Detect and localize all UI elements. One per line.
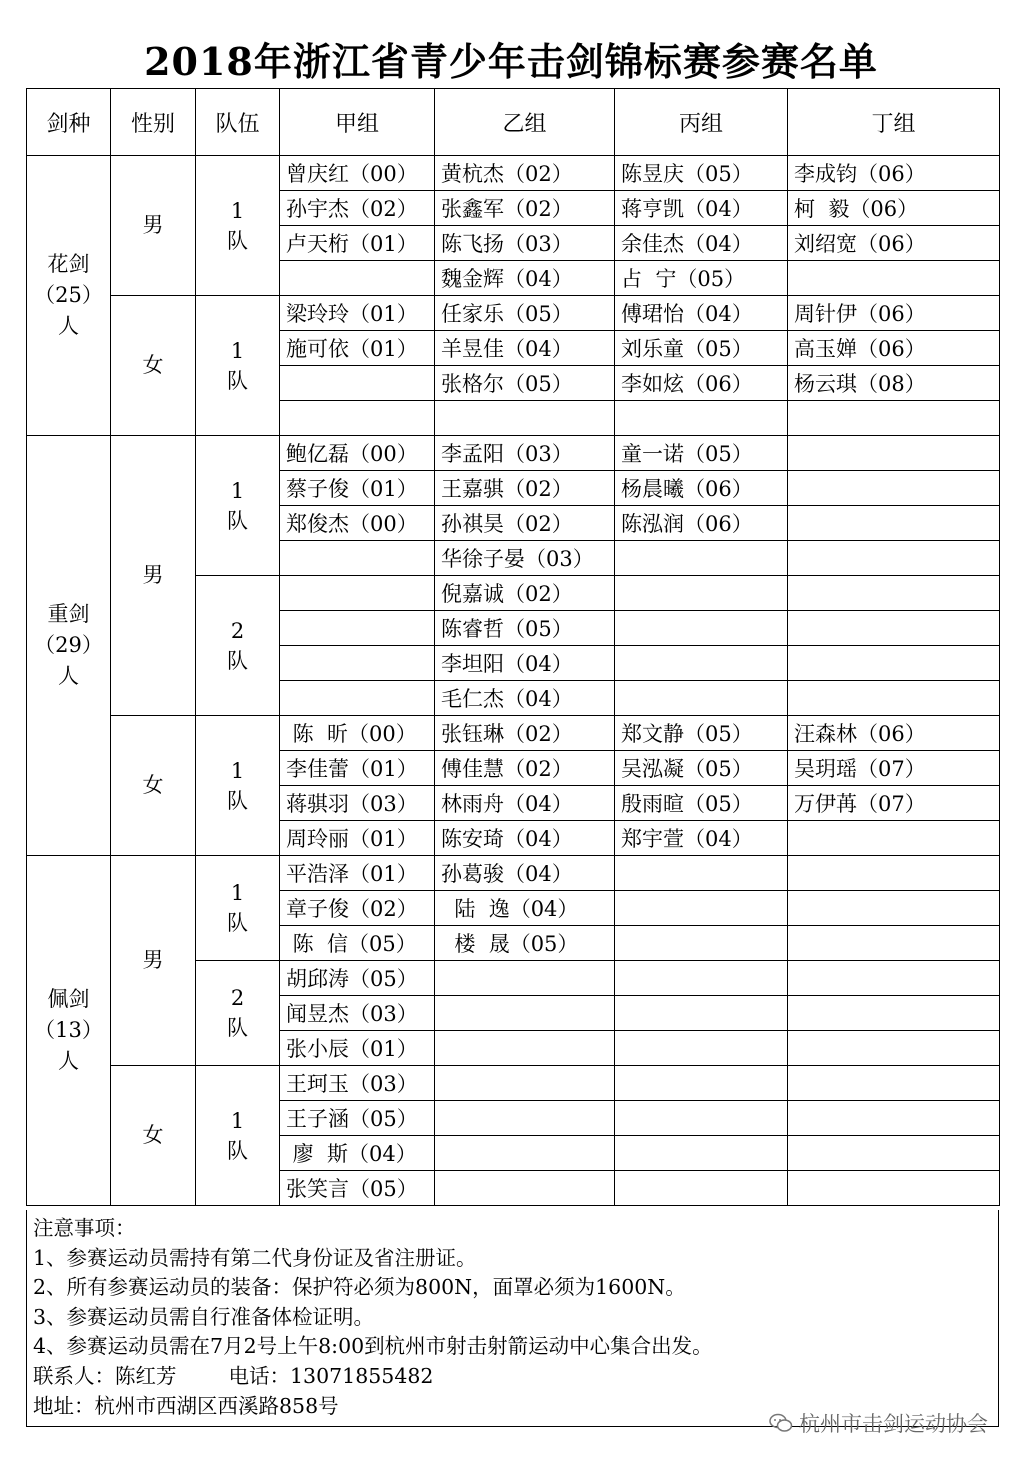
athlete-cell: 胡邱涛（05）	[280, 961, 435, 996]
athlete-cell	[788, 506, 1000, 541]
athlete-cell	[615, 1066, 788, 1101]
weapon-name: 佩剑	[47, 987, 90, 1011]
team-suffix: 队	[227, 788, 248, 813]
weapon-cell	[27, 156, 111, 436]
athlete-cell: 林雨舟（04）	[435, 786, 615, 821]
athlete-cell: 张笑言（05）	[280, 1171, 435, 1206]
team-suffix: 队	[227, 508, 248, 533]
athlete-cell: 陈昱庆（05）	[615, 156, 788, 191]
table-row	[27, 296, 1000, 331]
athlete-cell: 施可依（01）	[280, 331, 435, 366]
notes-heading: 注意事项：	[33, 1216, 136, 1240]
column-header: 剑种	[27, 89, 111, 156]
athlete-cell: 周针伊（06）	[788, 296, 1000, 331]
athlete-cell: 李佳蕾（01）	[280, 751, 435, 786]
team-number: 1	[230, 758, 245, 783]
weapon-unit: 人	[58, 664, 79, 688]
athlete-cell	[788, 1136, 1000, 1171]
athlete-cell	[788, 471, 1000, 506]
column-header: 丙组	[615, 89, 788, 156]
table-row	[27, 856, 1000, 891]
athlete-cell	[615, 401, 788, 436]
athlete-cell	[615, 1031, 788, 1066]
athlete-cell: 蒋亨凯（04）	[615, 191, 788, 226]
gender-cell: 男	[111, 436, 196, 716]
athlete-cell	[788, 926, 1000, 961]
athlete-cell: 郑俊杰（00）	[280, 506, 435, 541]
phone-number: 13071855482	[290, 1363, 434, 1388]
athlete-cell: 华徐子晏（03）	[435, 541, 615, 576]
athlete-cell: 高玉婵（06）	[788, 331, 1000, 366]
athlete-cell: 傅珺怡（04）	[615, 296, 788, 331]
notes-section	[26, 1210, 999, 1427]
table-row	[27, 156, 1000, 191]
team-cell	[196, 576, 280, 716]
gender-cell: 女	[111, 716, 196, 856]
team-number: 1	[230, 338, 245, 363]
athlete-cell	[615, 646, 788, 681]
athlete-cell	[435, 1171, 615, 1206]
wechat-icon	[769, 1413, 793, 1433]
column-header: 性别	[111, 89, 196, 156]
team-number: 1	[230, 478, 245, 503]
athlete-cell: 陈安琦（04）	[435, 821, 615, 856]
athlete-cell	[788, 1066, 1000, 1101]
gender-cell: 男	[111, 156, 196, 296]
athlete-cell: 羊昱佳（04）	[435, 331, 615, 366]
athlete-cell	[435, 961, 615, 996]
athlete-cell	[280, 646, 435, 681]
athlete-cell: 陆 逸（04）	[435, 891, 615, 926]
athlete-cell	[788, 996, 1000, 1031]
athlete-cell: 余佳杰（04）	[615, 226, 788, 261]
athlete-cell: 任家乐（05）	[435, 296, 615, 331]
team-cell	[196, 156, 280, 296]
athlete-cell: 刘绍宽（06）	[788, 226, 1000, 261]
team-cell	[196, 716, 280, 856]
athlete-cell	[615, 611, 788, 646]
team-suffix: 队	[227, 911, 248, 935]
gender-cell: 男	[111, 856, 196, 1066]
athlete-cell: 童一诺（05）	[615, 436, 788, 471]
team-number: 2	[230, 618, 245, 643]
athlete-cell	[788, 261, 1000, 296]
weapon-count: （29）	[34, 633, 103, 657]
athlete-cell	[788, 821, 1000, 856]
athlete-cell: 陈 昕（00）	[280, 716, 435, 751]
team-cell	[196, 436, 280, 576]
athlete-cell	[280, 541, 435, 576]
athlete-cell: 占 宁（05）	[615, 261, 788, 296]
athlete-cell: 万伊苒（07）	[788, 786, 1000, 821]
athlete-cell: 汪森林（06）	[788, 716, 1000, 751]
athlete-cell	[788, 541, 1000, 576]
weapon-cell	[27, 856, 111, 1206]
contact-name: 陈红芳	[115, 1363, 177, 1388]
weapon-unit: 人	[58, 1049, 79, 1073]
athlete-cell: 陈泓润（06）	[615, 506, 788, 541]
team-cell	[196, 961, 280, 1066]
team-number: 1	[230, 881, 245, 905]
athlete-cell: 闻昱杰（03）	[280, 996, 435, 1031]
note-item: 4、参赛运动员需在7月2号上午8:00到杭州市射击射箭运动中心集合出发。	[33, 1334, 713, 1359]
athlete-cell: 廖 斯（04）	[280, 1136, 435, 1171]
athlete-cell: 王子涵（05）	[280, 1101, 435, 1136]
contact-label: 联系人：	[33, 1363, 115, 1388]
athlete-cell	[615, 1101, 788, 1136]
table-row	[27, 436, 1000, 471]
athlete-cell: 章子俊（02）	[280, 891, 435, 926]
header-row	[27, 89, 1000, 156]
athlete-cell	[788, 1101, 1000, 1136]
note-item: 3、参赛运动员需自行准备体检证明。	[33, 1304, 375, 1329]
address-value: 杭州市西湖区西溪路858号	[94, 1393, 339, 1418]
athlete-cell	[615, 541, 788, 576]
page-title: 2018年浙江省青少年击剑锦标赛参赛名单	[144, 39, 878, 84]
athlete-cell	[615, 576, 788, 611]
roster-table	[26, 88, 1000, 1206]
athlete-cell	[788, 1171, 1000, 1206]
team-suffix: 队	[227, 228, 248, 253]
athlete-cell: 张格尔（05）	[435, 366, 615, 401]
athlete-cell	[280, 611, 435, 646]
column-header: 甲组	[280, 89, 435, 156]
athlete-cell: 鲍亿磊（00）	[280, 436, 435, 471]
athlete-cell	[788, 681, 1000, 716]
watermark-text: 杭州市击剑运动协会	[799, 1412, 988, 1436]
athlete-cell: 蔡子俊（01）	[280, 471, 435, 506]
athlete-cell	[615, 1171, 788, 1206]
athlete-cell: 杨云琪（08）	[788, 366, 1000, 401]
team-suffix: 队	[227, 1138, 248, 1163]
athlete-cell	[788, 611, 1000, 646]
athlete-cell	[280, 681, 435, 716]
athlete-cell	[615, 996, 788, 1031]
athlete-cell	[788, 1031, 1000, 1066]
team-number: 2	[230, 986, 245, 1010]
note-item: 2、所有参赛运动员的装备：保护符必须为800N，面罩必须为1600N。	[33, 1275, 686, 1300]
weapon-unit: 人	[58, 314, 79, 338]
weapon-name: 重剑	[47, 602, 90, 626]
athlete-cell: 吴玥瑶（07）	[788, 751, 1000, 786]
team-cell	[196, 856, 280, 961]
athlete-cell: 李成钧（06）	[788, 156, 1000, 191]
athlete-cell: 张鑫军（02）	[435, 191, 615, 226]
athlete-cell	[788, 891, 1000, 926]
athlete-cell	[280, 401, 435, 436]
athlete-cell: 孙葛骏（04）	[435, 856, 615, 891]
weapon-name: 花剑	[47, 252, 90, 276]
athlete-cell	[615, 1136, 788, 1171]
athlete-cell: 倪嘉诚（02）	[435, 576, 615, 611]
athlete-cell	[788, 576, 1000, 611]
athlete-cell	[435, 1066, 615, 1101]
athlete-cell: 陈 信（05）	[280, 926, 435, 961]
team-number: 1	[230, 1108, 245, 1133]
athlete-cell	[435, 1136, 615, 1171]
athlete-cell: 梁玲玲（01）	[280, 296, 435, 331]
column-header: 队伍	[196, 89, 280, 156]
athlete-cell	[435, 1101, 615, 1136]
athlete-cell: 刘乐童（05）	[615, 331, 788, 366]
athlete-cell	[788, 436, 1000, 471]
athlete-cell: 殷雨暄（05）	[615, 786, 788, 821]
athlete-cell: 蒋骐羽（03）	[280, 786, 435, 821]
team-suffix: 队	[227, 368, 248, 393]
athlete-cell: 张钰琳（02）	[435, 716, 615, 751]
athlete-cell: 曾庆红（00）	[280, 156, 435, 191]
athlete-cell: 郑宇萱（04）	[615, 821, 788, 856]
athlete-cell: 柯 毅（06）	[788, 191, 1000, 226]
athlete-cell: 李如炫（06）	[615, 366, 788, 401]
athlete-cell: 陈睿哲（05）	[435, 611, 615, 646]
athlete-cell: 毛仁杰（04）	[435, 681, 615, 716]
athlete-cell	[788, 646, 1000, 681]
athlete-cell: 卢天桁（01）	[280, 226, 435, 261]
athlete-cell: 孙祺昊（02）	[435, 506, 615, 541]
team-suffix: 队	[227, 1016, 248, 1040]
athlete-cell: 黄杭杰（02）	[435, 156, 615, 191]
athlete-cell: 王珂玉（03）	[280, 1066, 435, 1101]
team-cell	[196, 296, 280, 436]
athlete-cell: 李孟阳（03）	[435, 436, 615, 471]
athlete-cell	[788, 856, 1000, 891]
athlete-cell	[435, 996, 615, 1031]
athlete-cell: 孙宇杰（02）	[280, 191, 435, 226]
athlete-cell: 杨晨曦（06）	[615, 471, 788, 506]
athlete-cell	[280, 261, 435, 296]
table-row	[27, 716, 1000, 751]
team-suffix: 队	[227, 648, 248, 673]
gender-cell: 女	[111, 1066, 196, 1206]
weapon-count: （13）	[34, 1018, 103, 1042]
phone-label: 电话：	[228, 1363, 290, 1388]
athlete-cell: 陈飞扬（03）	[435, 226, 615, 261]
team-number: 1	[230, 198, 245, 223]
athlete-cell: 楼 晟（05）	[435, 926, 615, 961]
athlete-cell	[788, 961, 1000, 996]
athlete-cell: 周玲丽（01）	[280, 821, 435, 856]
athlete-cell	[788, 401, 1000, 436]
athlete-cell: 王嘉骐（02）	[435, 471, 615, 506]
athlete-cell: 魏金辉（04）	[435, 261, 615, 296]
column-header: 丁组	[788, 89, 1000, 156]
watermark	[769, 1408, 988, 1438]
address-label: 地址：	[33, 1393, 95, 1418]
athlete-cell	[615, 926, 788, 961]
athlete-cell	[615, 681, 788, 716]
athlete-cell	[280, 366, 435, 401]
athlete-cell	[435, 1031, 615, 1066]
athlete-cell: 吴泓凝（05）	[615, 751, 788, 786]
athlete-cell: 张小辰（01）	[280, 1031, 435, 1066]
athlete-cell: 郑文静（05）	[615, 716, 788, 751]
athlete-cell	[615, 856, 788, 891]
contact-line	[33, 1362, 998, 1392]
athlete-cell: 傅佳慧（02）	[435, 751, 615, 786]
note-item: 1、参赛运动员需持有第二代身份证及省注册证。	[33, 1245, 477, 1270]
athlete-cell	[615, 891, 788, 926]
athlete-cell	[615, 961, 788, 996]
athlete-cell	[435, 401, 615, 436]
athlete-cell	[280, 576, 435, 611]
team-cell	[196, 1066, 280, 1206]
gender-cell: 女	[111, 296, 196, 436]
table-row	[27, 1066, 1000, 1101]
column-header: 乙组	[435, 89, 615, 156]
weapon-count: （25）	[34, 283, 103, 307]
athlete-cell: 李坦阳（04）	[435, 646, 615, 681]
weapon-cell	[27, 436, 111, 856]
athlete-cell: 平浩泽（01）	[280, 856, 435, 891]
